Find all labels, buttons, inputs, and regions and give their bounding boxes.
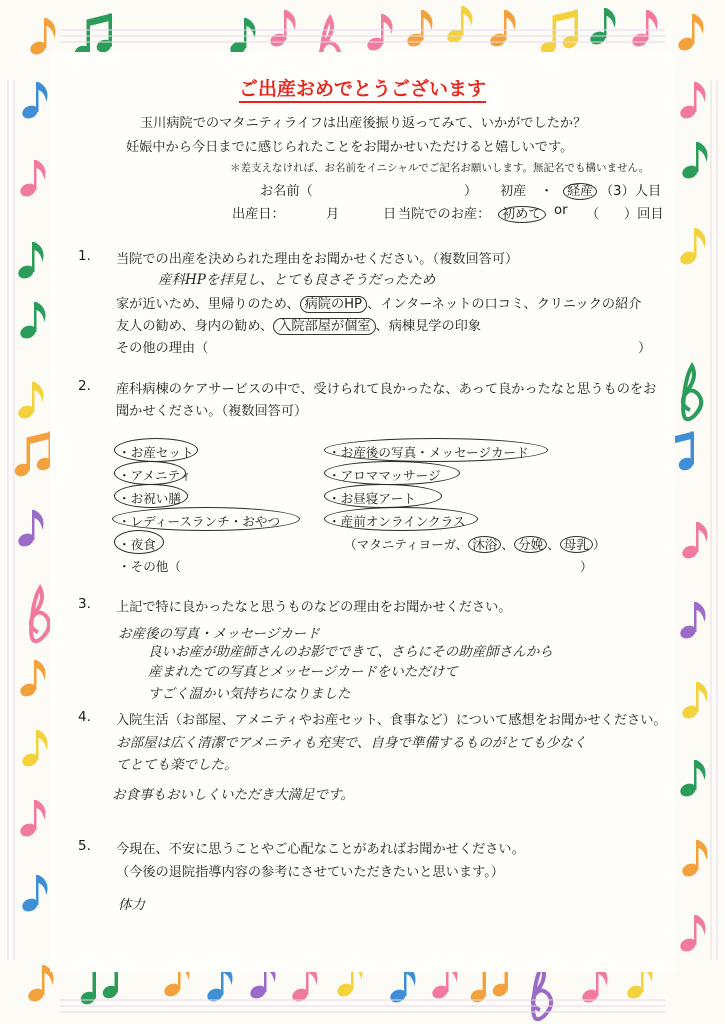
q1-hp-circled: 病院のHP	[300, 296, 367, 313]
multi-birth-circled: 経産	[563, 183, 597, 200]
q2-item-nap-art: ・お昼寝アート	[328, 491, 416, 506]
q4-handwritten-line-3: お食事もおいしくいただき大満足です。	[112, 787, 354, 803]
q2-item-online-class: ・産前オンラインクラス	[328, 514, 466, 529]
q3-question: 上記で特に良かったなと思うものなどの理由をお聞かせください。	[116, 600, 512, 615]
q2-item-amenity: ・アメニティ	[118, 468, 192, 483]
q2-question-line-2: 聞かせください。（複数回答可）	[116, 404, 308, 419]
intro-note: ＊差支えなければ、お名前をイニシャルでご記名お願いします。無記名でも構いません。	[230, 162, 650, 174]
q5-question: 今現在、不安に思うことやご心配なことがあればお聞かせください。	[116, 842, 525, 857]
q4-handwritten-line-1: お部屋は広く清潔でアメニティも充実で、自身で準備するものがとても少なく	[116, 735, 587, 751]
q2-item-other: ・その他（	[118, 559, 181, 574]
q2-item-other-close: ）	[580, 559, 593, 574]
hospital-birth-label: 当院でのお産：	[398, 207, 491, 222]
q1-options-line-1: 家が近いため、里帰りのため、 病院のHP 、インターネットの口コミ、クリニックの紹介	[116, 297, 642, 312]
q2-item-birth-set: ・お産セット	[118, 445, 194, 460]
q2-item-aroma-massage: ・アロママッサージ	[328, 468, 441, 483]
first-time-circled: 初めて	[498, 206, 546, 223]
first-birth-label: 初産	[500, 184, 527, 199]
q1-options-line-2: 友人の勧め、身内の勧め、 入院部屋が個室 、病棟見学の印象	[116, 319, 482, 334]
name-label: お名前（	[260, 184, 313, 199]
birth-date-label: 出産日：	[232, 207, 285, 222]
q2-delivery-circled: 分娩	[514, 536, 547, 553]
q2-item-ladies-lunch: ・レディースランチ・おやつ	[118, 514, 281, 529]
q2-milk-circled: 母乳	[560, 536, 593, 553]
q1-private-room-circled: 入院部屋が個室	[273, 318, 375, 335]
q2-online-class-subitems: （マタニティヨーガ、 沐浴 、 分娩 、 母乳 ）	[344, 537, 606, 552]
q5-subtext: （今後の退院指導内容の参考にさせていただきたいと思います。）	[116, 865, 504, 880]
times-paren: （	[586, 207, 600, 222]
q1-other-close: ）	[638, 341, 652, 356]
q1-handwritten-answer: 産科HPを拝見し、とても良さそうだったため	[158, 272, 436, 288]
q5-number: 5.	[78, 838, 91, 854]
q3-number: 3.	[78, 596, 91, 612]
q2-item-celebration-meal: ・お祝い膳	[118, 491, 181, 506]
q2-item-photo-card: ・お産後の写真・メッセージカード	[328, 445, 529, 460]
q2-item-night-snack: ・夜食	[118, 537, 156, 552]
q3-handwritten-line-2: 良いお産が助産師さんのお影でできて、さらにその助産師さんから	[148, 644, 553, 660]
q3-handwritten-line-4: すごく温かい気持ちになりました	[148, 686, 351, 702]
q4-handwritten-line-2: てとても楽でした。	[116, 757, 238, 773]
dot-separator: ・	[540, 184, 554, 199]
birth-count: （3）人目	[600, 184, 662, 199]
or-label: or	[554, 203, 568, 218]
month-label: 月	[326, 207, 340, 222]
q1-other: その他の理由（	[116, 341, 209, 356]
name-close: ）	[464, 184, 478, 199]
q5-handwritten-answer: 体力	[118, 897, 145, 913]
q3-handwritten-line-1: お産後の写真・メッセージカード	[118, 626, 320, 642]
intro-line-1: 玉川病院でのマタニティライフは出産後振り返ってみて、いかがでしたか？	[140, 116, 587, 131]
q1-number: 1.	[78, 248, 91, 264]
q2-bath-circled: 沐浴	[468, 536, 501, 553]
intro-line-2: 妊娠中から今日までに感じられたことをお聞かせいただけると嬉しいです。	[126, 140, 574, 155]
q4-number: 4.	[78, 709, 91, 725]
times-label: ）回目	[624, 207, 664, 222]
q2-question-line-1: 産科病棟のケアサービスの中で、受けられて良かったな、あって良かったなと思うものをお	[116, 382, 657, 397]
q3-handwritten-line-3: 産まれたての写真とメッセージカードをいただけて	[148, 664, 458, 680]
q1-question: 当院での出産を決められた理由をお聞かせください。（複数回答可）	[116, 252, 519, 267]
page-title: ご出産おめでとうございます	[0, 74, 725, 101]
q4-question: 入院生活（お部屋、アメニティやお産セット、食事など）について感想をお聞かせください。	[116, 713, 667, 728]
day-label: 日	[383, 207, 397, 222]
q2-number: 2.	[78, 378, 91, 394]
